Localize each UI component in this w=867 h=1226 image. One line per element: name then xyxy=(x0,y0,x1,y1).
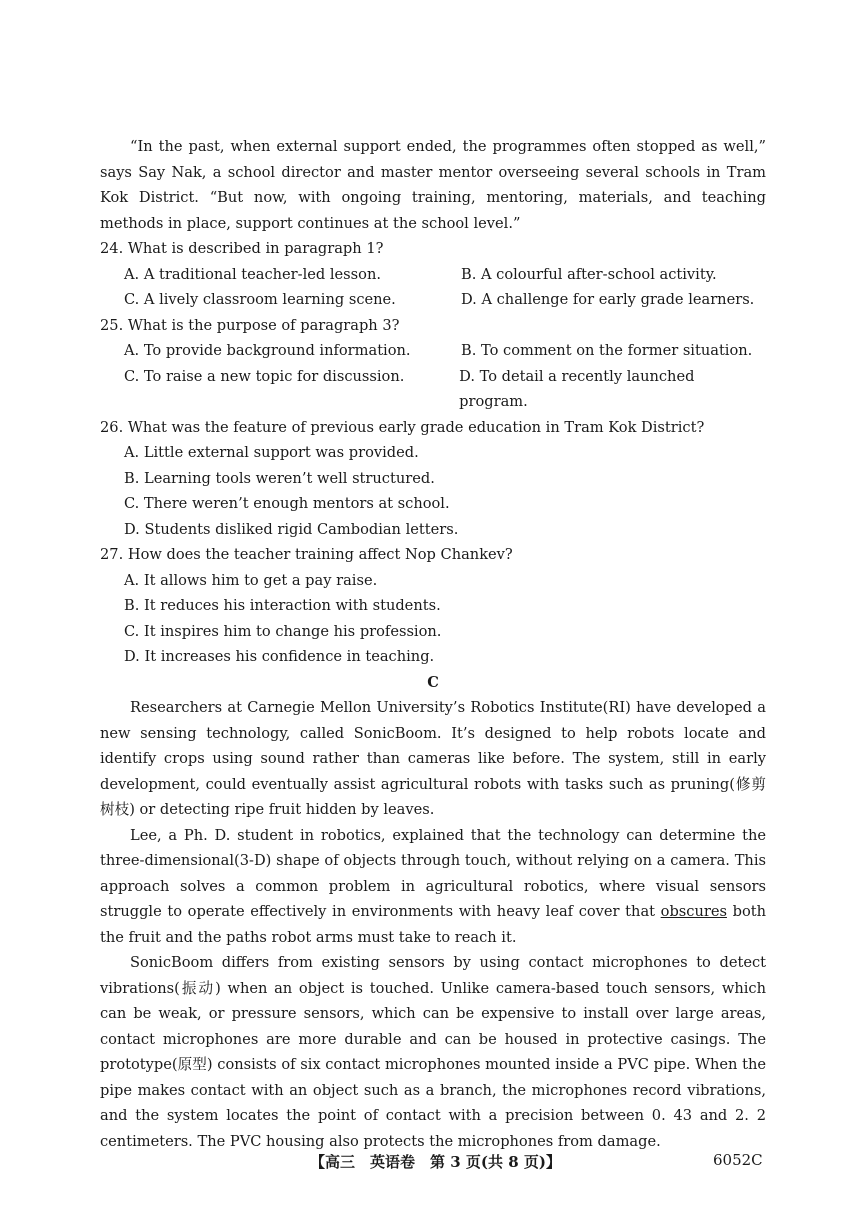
question-27-option-a: A. It allows him to get a pay raise. xyxy=(124,571,378,589)
question-25-stem: 25. What is the purpose of paragraph 3? xyxy=(100,316,400,334)
question-27-option-d: D. It increases his confidence in teaching. xyxy=(124,648,435,665)
passage-b-closing-paragraph: “In the past, when external support ended, the programmes often stopped as well,” says Say Nak, a school director and master mentor overseeing several schools in Tram Kok District. “But now, with ongoing training, mentoring, materials, and teaching methods in place, support continues at the school level.” xyxy=(100,138,766,232)
question-24-option-b: B. A colourful after-school activity. xyxy=(461,265,717,283)
section-c-heading: C xyxy=(427,673,439,691)
question-27-option-b: B. It reduces his interaction with students. xyxy=(124,597,441,614)
question-25-option-c: C. To raise a new topic for discussion. xyxy=(124,367,405,385)
footer-page-info: 【高三 英语卷 第 3 页(共 8 页)】 xyxy=(310,1153,561,1171)
question-24-option-d: D. A challenge for early grade learners. xyxy=(461,291,755,308)
question-26-option-c: C. There weren’t enough mentors at school. xyxy=(124,495,450,512)
question-26-stem: 26. What was the feature of previous early grade education in Tram Kok District? xyxy=(100,418,705,436)
page-content xyxy=(100,134,766,1154)
question-27-option-c: C. It inspires him to change his profession. xyxy=(124,622,442,640)
question-24-options-row-1 xyxy=(100,262,766,288)
footer-paper-code: 6052C xyxy=(713,1151,763,1169)
page-footer xyxy=(0,1151,867,1177)
question-27-stem: 27. How does the teacher training affect Nop Chankev? xyxy=(100,546,513,563)
question-25-option-a: A. To provide background information. xyxy=(124,342,411,359)
question-25-option-b: B. To comment on the former situation. xyxy=(461,342,753,359)
question-25-option-d: D. To detail a recently launched program. xyxy=(459,367,695,410)
question-24-option-a: A. A traditional teacher-led lesson. xyxy=(124,265,381,283)
question-25-options-row-2 xyxy=(100,364,766,415)
question-26-option-b: B. Learning tools weren’t well structured. xyxy=(124,469,435,487)
question-26-option-a: A. Little external support was provided. xyxy=(124,444,419,461)
question-25-options-row-1 xyxy=(100,338,766,364)
section-c-paragraph-2 xyxy=(100,823,766,951)
section-c-paragraph-1: Researchers at Carnegie Mellon University’s Robotics Institute(RI) have developed a new sensing technology, called SonicBoom. It’s designed to help robots locate and identify crops using sound rather than cameras like before. The system, still in early development, could eventually assist agricultural robots with tasks such as pruning(修剪树枝) or detecting ripe fruit hidden by leaves. xyxy=(100,699,766,818)
question-26-option-d: D. Students disliked rigid Cambodian letters. xyxy=(124,520,459,538)
question-24-option-c: C. A lively classroom learning scene. xyxy=(124,291,396,308)
section-c-paragraph-2-text-before: Lee, a Ph. D. student in robotics, explained that the technology can determine the three-dimensional(3-D) shape of objects through touch, without relying on a camera. This approach solves a common problem in agricultural robotics, where visual sensors struggle to operate effectively in environments with heavy leaf cover that xyxy=(100,826,766,920)
question-24-options-row-2 xyxy=(100,287,766,313)
section-c-paragraph-2-text-after: both the fruit and the paths robot arms must take to reach it. xyxy=(100,903,766,946)
underlined-word-obscures: obscures xyxy=(660,903,727,920)
section-c-paragraph-3: SonicBoom differs from existing sensors by using contact microphones to detect vibrations(振动) when an object is touched. Unlike camera-based touch sensors, which can be weak, or pressure sensors, which can be expensive to install over large areas, contact microphones are more durable and can be housed in protective casings. The prototype(原型) consists of six contact microphones mounted inside a PVC pipe. When the pipe makes contact with an object such as a branch, the microphones record vibrations, and the system locates the point of contact with a precision between 0. 43 and 2. 2 centimeters. The PVC housing also protects the microphones from damage. xyxy=(100,954,766,1150)
question-24-stem: 24. What is described in paragraph 1? xyxy=(100,240,384,257)
